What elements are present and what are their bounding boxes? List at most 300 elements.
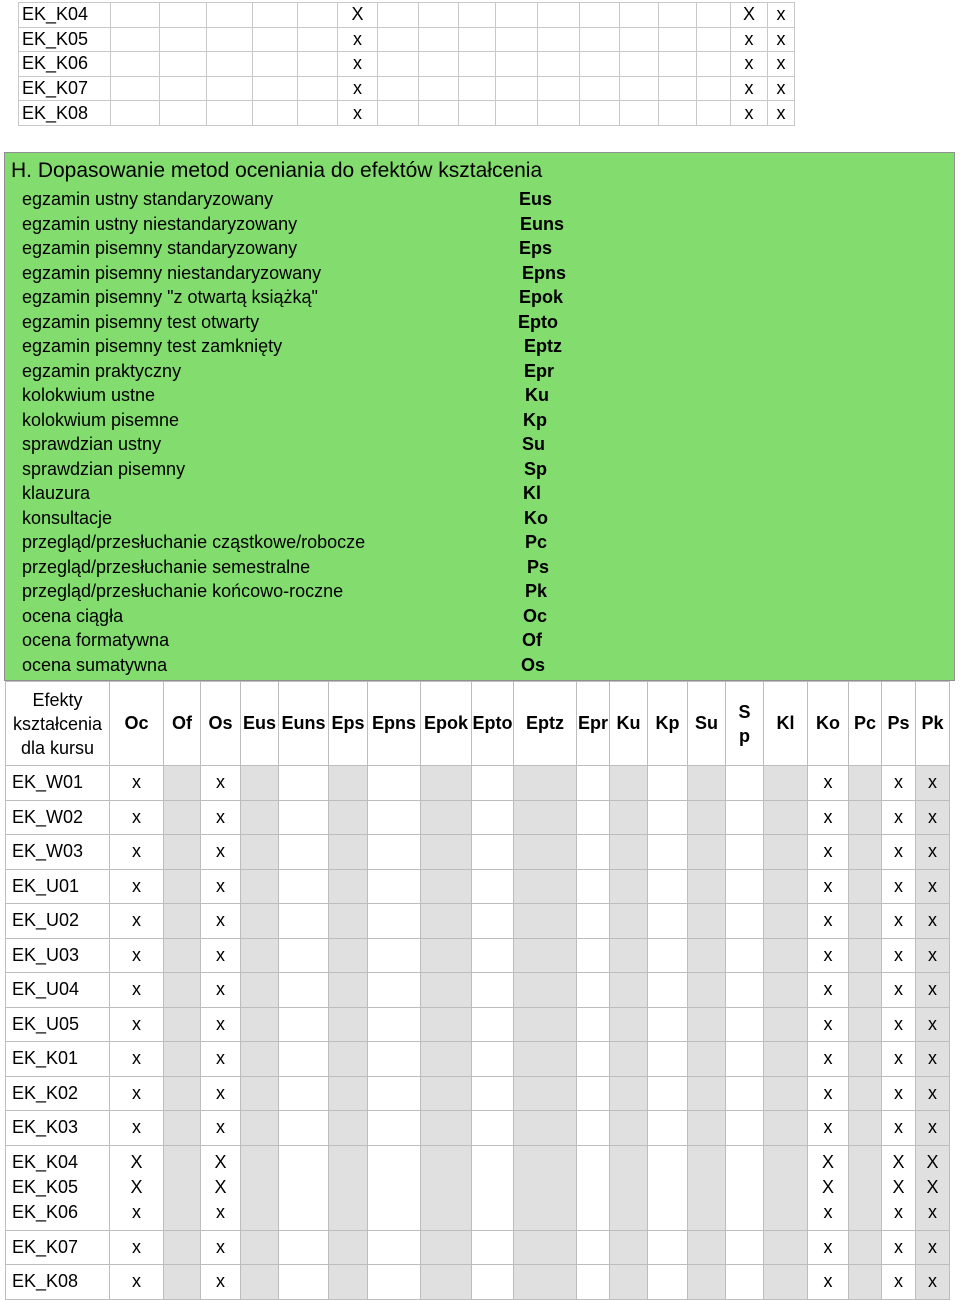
effect-code: EK_K06 bbox=[12, 1202, 79, 1222]
empty-cell bbox=[577, 1007, 610, 1042]
empty-cell bbox=[368, 1111, 421, 1146]
effect-code: EK_K08 bbox=[12, 1271, 79, 1292]
empty-cell bbox=[849, 800, 882, 835]
top-effects-table bbox=[18, 2, 795, 126]
empty-cell bbox=[279, 1265, 329, 1300]
effect-code: EK_K03 bbox=[12, 1117, 79, 1138]
empty-cell bbox=[241, 1076, 279, 1111]
empty-cell bbox=[697, 27, 731, 52]
method-abbr: Epns bbox=[522, 262, 567, 283]
mark: x bbox=[823, 1202, 833, 1222]
empty-cell bbox=[241, 1042, 279, 1077]
empty-cell bbox=[496, 76, 538, 101]
empty-cell bbox=[580, 101, 620, 126]
mark-cell: x bbox=[731, 27, 768, 52]
mark-cell bbox=[110, 1007, 164, 1042]
empty-cell bbox=[111, 27, 160, 52]
effect-code: EK_W03 bbox=[12, 841, 84, 862]
empty-cell bbox=[849, 938, 882, 973]
header-line: kształcenia bbox=[12, 713, 103, 734]
empty-cell bbox=[111, 52, 160, 77]
empty-cell bbox=[421, 938, 472, 973]
method-name: egzamin pisemny test zamknięty bbox=[22, 336, 283, 356]
empty-cell bbox=[726, 1265, 764, 1300]
empty-cell bbox=[207, 101, 253, 126]
matrix-column-header: Epr bbox=[577, 682, 610, 766]
empty-cell bbox=[610, 800, 648, 835]
mark-cell bbox=[882, 1111, 916, 1146]
empty-cell bbox=[577, 800, 610, 835]
method-abbr: Kp bbox=[523, 409, 547, 430]
method-abbr: Eps bbox=[519, 238, 553, 258]
table-row bbox=[6, 835, 950, 870]
empty-cell bbox=[764, 1076, 808, 1111]
empty-cell bbox=[160, 52, 207, 77]
empty-cell bbox=[577, 1145, 610, 1230]
empty-cell bbox=[849, 1111, 882, 1146]
mark-cell: x bbox=[768, 76, 795, 101]
empty-cell bbox=[688, 869, 726, 904]
empty-cell bbox=[472, 973, 514, 1008]
empty-cell bbox=[164, 869, 201, 904]
mark-cell bbox=[882, 1265, 916, 1300]
empty-cell bbox=[577, 1111, 610, 1146]
empty-cell bbox=[577, 1042, 610, 1077]
mark-cell bbox=[201, 1230, 241, 1265]
mark-cell: x bbox=[731, 76, 768, 101]
empty-cell bbox=[459, 27, 496, 52]
method-name: egzamin pisemny "z otwartą książką" bbox=[22, 287, 318, 307]
effect-code-cell: EK_K06 bbox=[19, 52, 111, 77]
empty-cell bbox=[421, 1042, 472, 1077]
empty-cell bbox=[111, 76, 160, 101]
empty-cell bbox=[279, 938, 329, 973]
empty-cell bbox=[726, 835, 764, 870]
mark: x bbox=[928, 944, 937, 965]
empty-cell bbox=[610, 904, 648, 939]
mark-cell bbox=[882, 904, 916, 939]
method-name: przegląd/przesłuchanie cząstkowe/robocze bbox=[22, 532, 366, 552]
mark: x bbox=[928, 772, 937, 793]
table-row bbox=[19, 27, 795, 52]
empty-cell bbox=[279, 1111, 329, 1146]
empty-cell bbox=[164, 938, 201, 973]
empty-cell bbox=[253, 76, 298, 101]
mark: x bbox=[894, 772, 903, 793]
method-abbr: Su bbox=[522, 434, 546, 454]
mark-cell bbox=[201, 1076, 241, 1111]
empty-cell bbox=[577, 904, 610, 939]
empty-cell bbox=[421, 1145, 472, 1230]
empty-cell bbox=[329, 869, 368, 904]
empty-cell bbox=[688, 800, 726, 835]
empty-cell bbox=[514, 1265, 577, 1300]
method-abbr: Ps bbox=[527, 556, 550, 577]
matrix-column-header: Epns bbox=[368, 682, 421, 766]
empty-cell bbox=[279, 800, 329, 835]
effect-code: EK_K05 bbox=[12, 1177, 79, 1197]
empty-cell bbox=[726, 904, 764, 939]
empty-cell bbox=[421, 1076, 472, 1111]
method-abbr: Ko bbox=[524, 507, 548, 528]
empty-cell bbox=[764, 1111, 808, 1146]
effect-code-cell bbox=[6, 1111, 110, 1146]
empty-cell bbox=[648, 1145, 688, 1230]
mark-cell: x bbox=[768, 52, 795, 77]
empty-cell bbox=[764, 1265, 808, 1300]
empty-cell bbox=[764, 800, 808, 835]
empty-cell bbox=[164, 973, 201, 1008]
matrix-column-header: Of bbox=[164, 682, 201, 766]
empty-cell bbox=[207, 52, 253, 77]
empty-cell bbox=[849, 1076, 882, 1111]
method-name: sprawdzian ustny bbox=[22, 434, 162, 454]
empty-cell bbox=[764, 766, 808, 801]
matrix-column-header: Kp bbox=[648, 682, 688, 766]
table-row bbox=[6, 1230, 950, 1265]
mark-cell: x bbox=[731, 52, 768, 77]
mark: x bbox=[132, 772, 141, 793]
empty-cell bbox=[688, 766, 726, 801]
empty-cell bbox=[726, 1145, 764, 1230]
mark: x bbox=[132, 1236, 141, 1257]
mark-cell bbox=[808, 1145, 849, 1230]
empty-cell bbox=[726, 938, 764, 973]
empty-cell bbox=[577, 938, 610, 973]
empty-cell bbox=[378, 101, 419, 126]
table-row bbox=[6, 1076, 950, 1111]
empty-cell bbox=[419, 27, 459, 52]
empty-cell bbox=[648, 904, 688, 939]
mark: x bbox=[928, 979, 937, 1000]
empty-cell bbox=[368, 1145, 421, 1230]
mark: x bbox=[216, 1117, 225, 1138]
matrix-column-header: Su bbox=[688, 682, 726, 766]
mark-cell bbox=[882, 766, 916, 801]
mark: X bbox=[821, 1177, 834, 1197]
empty-cell bbox=[849, 1042, 882, 1077]
matrix-column-header: Pc bbox=[849, 682, 882, 766]
mark: X bbox=[130, 1152, 143, 1172]
mark: x bbox=[928, 1117, 937, 1138]
mark-cell bbox=[808, 800, 849, 835]
empty-cell bbox=[580, 52, 620, 77]
empty-cell bbox=[697, 76, 731, 101]
empty-cell bbox=[279, 904, 329, 939]
effect-code-cell bbox=[6, 904, 110, 939]
mark-cell bbox=[882, 973, 916, 1008]
mark-cell bbox=[110, 938, 164, 973]
empty-cell bbox=[279, 1230, 329, 1265]
empty-cell bbox=[610, 938, 648, 973]
mark-cell bbox=[110, 835, 164, 870]
empty-cell bbox=[496, 52, 538, 77]
empty-cell bbox=[849, 1145, 882, 1230]
mark-cell bbox=[882, 835, 916, 870]
method-name: egzamin pisemny standaryzowany bbox=[22, 238, 298, 258]
empty-cell bbox=[421, 1111, 472, 1146]
mark-cell bbox=[808, 904, 849, 939]
empty-cell bbox=[496, 101, 538, 126]
table-row bbox=[6, 904, 950, 939]
mark: x bbox=[132, 1013, 141, 1034]
empty-cell bbox=[279, 835, 329, 870]
empty-cell bbox=[111, 101, 160, 126]
mark-cell bbox=[110, 973, 164, 1008]
mark: x bbox=[928, 1048, 937, 1069]
empty-cell bbox=[697, 52, 731, 77]
mark: x bbox=[894, 1202, 903, 1222]
mark-cell bbox=[808, 938, 849, 973]
header-line: Efekty bbox=[32, 689, 83, 710]
empty-cell bbox=[459, 76, 496, 101]
empty-cell bbox=[111, 3, 160, 28]
mark-cell bbox=[916, 1007, 950, 1042]
empty-cell bbox=[849, 1265, 882, 1300]
mark: x bbox=[928, 1271, 937, 1292]
mark-cell bbox=[808, 1111, 849, 1146]
empty-cell bbox=[514, 973, 577, 1008]
empty-cell bbox=[253, 52, 298, 77]
mark: x bbox=[894, 875, 903, 896]
empty-cell bbox=[253, 27, 298, 52]
empty-cell bbox=[514, 1111, 577, 1146]
empty-cell bbox=[329, 800, 368, 835]
empty-cell bbox=[849, 835, 882, 870]
empty-cell bbox=[472, 1076, 514, 1111]
effect-code-cell bbox=[6, 1042, 110, 1077]
empty-cell bbox=[421, 1007, 472, 1042]
table-row bbox=[6, 1042, 950, 1077]
empty-cell bbox=[580, 76, 620, 101]
mark-cell bbox=[201, 869, 241, 904]
empty-cell bbox=[764, 835, 808, 870]
mark-cell: x bbox=[338, 52, 378, 77]
mark: x bbox=[894, 1236, 903, 1257]
empty-cell bbox=[764, 938, 808, 973]
mark-cell bbox=[916, 1145, 950, 1230]
mark: x bbox=[132, 1082, 141, 1103]
mark-cell bbox=[882, 1007, 916, 1042]
mark: x bbox=[894, 910, 903, 931]
empty-cell bbox=[577, 1230, 610, 1265]
empty-cell bbox=[329, 1042, 368, 1077]
effect-code-cell: EK_K07 bbox=[19, 76, 111, 101]
empty-cell bbox=[764, 1042, 808, 1077]
mark: x bbox=[823, 1013, 833, 1034]
empty-cell bbox=[620, 52, 659, 77]
mark-cell bbox=[916, 904, 950, 939]
empty-cell bbox=[764, 1007, 808, 1042]
mark: x bbox=[216, 1048, 225, 1069]
empty-cell bbox=[298, 52, 338, 77]
mark-cell: x bbox=[338, 27, 378, 52]
method-name: przegląd/przesłuchanie końcowo-roczne bbox=[22, 581, 344, 601]
method-abbr: Ku bbox=[525, 385, 549, 405]
empty-cell bbox=[421, 869, 472, 904]
effect-code-cell bbox=[6, 1230, 110, 1265]
empty-cell bbox=[472, 938, 514, 973]
mark-cell bbox=[916, 1111, 950, 1146]
empty-cell bbox=[726, 1076, 764, 1111]
empty-cell bbox=[241, 904, 279, 939]
empty-cell bbox=[419, 76, 459, 101]
matrix-column-header: Kl bbox=[764, 682, 808, 766]
mark-cell bbox=[201, 1007, 241, 1042]
mark-cell bbox=[201, 766, 241, 801]
empty-cell bbox=[648, 1042, 688, 1077]
method-name: przegląd/przesłuchanie semestralne bbox=[22, 556, 311, 577]
mark-cell bbox=[110, 1111, 164, 1146]
empty-cell bbox=[620, 76, 659, 101]
mark: x bbox=[894, 979, 903, 1000]
mark-cell bbox=[201, 973, 241, 1008]
empty-cell bbox=[496, 3, 538, 28]
table-row bbox=[6, 1111, 950, 1146]
mark: X bbox=[130, 1177, 143, 1197]
mark: x bbox=[823, 1048, 833, 1069]
table-row bbox=[6, 1007, 950, 1042]
table-row bbox=[6, 869, 950, 904]
matrix-column-header: S p bbox=[726, 682, 764, 766]
mark-cell bbox=[110, 1265, 164, 1300]
mark-cell bbox=[916, 938, 950, 973]
empty-cell bbox=[459, 101, 496, 126]
empty-cell bbox=[577, 869, 610, 904]
mark-cell: x bbox=[731, 101, 768, 126]
effect-code-cell: EK_K08 bbox=[19, 101, 111, 126]
mark-cell bbox=[916, 973, 950, 1008]
effect-code-cell bbox=[6, 800, 110, 835]
mark-cell bbox=[110, 1145, 164, 1230]
mark: X bbox=[892, 1152, 905, 1172]
empty-cell bbox=[697, 3, 731, 28]
empty-cell bbox=[472, 835, 514, 870]
empty-cell bbox=[241, 973, 279, 1008]
mark: x bbox=[132, 1271, 141, 1292]
empty-cell bbox=[514, 904, 577, 939]
method-abbr: Pk bbox=[525, 581, 548, 601]
empty-cell bbox=[764, 869, 808, 904]
empty-cell bbox=[329, 938, 368, 973]
mark: x bbox=[132, 1117, 141, 1138]
mark-cell bbox=[201, 1265, 241, 1300]
mark: x bbox=[216, 1202, 225, 1222]
empty-cell bbox=[368, 1007, 421, 1042]
empty-cell bbox=[849, 1007, 882, 1042]
effect-code: EK_W02 bbox=[12, 806, 84, 827]
mark: x bbox=[216, 841, 225, 862]
method-abbr: Euns bbox=[520, 213, 565, 234]
empty-cell bbox=[368, 1042, 421, 1077]
table-row bbox=[19, 76, 795, 101]
table-row bbox=[19, 3, 795, 28]
empty-cell bbox=[298, 76, 338, 101]
effect-code-cell bbox=[6, 1265, 110, 1300]
empty-cell bbox=[368, 766, 421, 801]
mark: X bbox=[214, 1152, 227, 1172]
empty-cell bbox=[849, 869, 882, 904]
table-row bbox=[6, 766, 950, 801]
empty-cell bbox=[610, 766, 648, 801]
empty-cell bbox=[764, 1230, 808, 1265]
empty-cell bbox=[329, 835, 368, 870]
empty-cell bbox=[577, 835, 610, 870]
empty-cell bbox=[648, 1265, 688, 1300]
mark: x bbox=[216, 1013, 225, 1034]
empty-cell bbox=[648, 973, 688, 1008]
mark: x bbox=[216, 1271, 225, 1292]
mark: x bbox=[894, 1048, 903, 1069]
matrix-column-header: Epto bbox=[472, 682, 514, 766]
empty-cell bbox=[610, 1007, 648, 1042]
empty-cell bbox=[164, 1230, 201, 1265]
empty-cell bbox=[421, 766, 472, 801]
empty-cell bbox=[648, 800, 688, 835]
mark-cell bbox=[808, 869, 849, 904]
empty-cell bbox=[378, 3, 419, 28]
mark: X bbox=[214, 1177, 227, 1197]
method-abbr: Oc bbox=[523, 605, 548, 626]
empty-cell bbox=[659, 27, 697, 52]
empty-cell bbox=[241, 800, 279, 835]
empty-cell bbox=[472, 1111, 514, 1146]
matrix-column-header: Eus bbox=[241, 682, 279, 766]
empty-cell bbox=[378, 76, 419, 101]
empty-cell bbox=[726, 1007, 764, 1042]
mark-cell bbox=[808, 1007, 849, 1042]
assessment-methods-section bbox=[4, 152, 955, 681]
mark-cell bbox=[808, 1230, 849, 1265]
empty-cell bbox=[298, 101, 338, 126]
section-title: H. Dopasowanie metod oceniania do efektów kształcenia bbox=[11, 159, 543, 182]
empty-cell bbox=[368, 1230, 421, 1265]
empty-cell bbox=[241, 1145, 279, 1230]
mark-cell bbox=[882, 938, 916, 973]
effect-code: EK_U01 bbox=[12, 875, 80, 896]
mark-cell bbox=[916, 1230, 950, 1265]
mark: x bbox=[216, 875, 225, 896]
matrix-column-header: Ko bbox=[808, 682, 849, 766]
empty-cell bbox=[726, 973, 764, 1008]
empty-cell bbox=[329, 1111, 368, 1146]
effect-code-cell bbox=[6, 1145, 110, 1230]
empty-cell bbox=[472, 800, 514, 835]
empty-cell bbox=[688, 1042, 726, 1077]
matrix-column-header: Eptz bbox=[514, 682, 577, 766]
effect-code: EK_W01 bbox=[12, 772, 84, 793]
empty-cell bbox=[329, 973, 368, 1008]
mark: x bbox=[928, 806, 937, 827]
matrix-column-header: Euns bbox=[279, 682, 329, 766]
effect-code-cell bbox=[6, 766, 110, 801]
mark: x bbox=[216, 1236, 225, 1257]
empty-cell bbox=[688, 1265, 726, 1300]
empty-cell bbox=[514, 800, 577, 835]
method-name: egzamin ustny standaryzowany bbox=[22, 189, 274, 209]
mark: x bbox=[216, 944, 225, 965]
mark-cell bbox=[882, 869, 916, 904]
empty-cell bbox=[648, 1230, 688, 1265]
mark: x bbox=[823, 806, 833, 827]
empty-cell bbox=[577, 973, 610, 1008]
empty-cell bbox=[849, 766, 882, 801]
empty-cell bbox=[241, 1230, 279, 1265]
empty-cell bbox=[241, 1007, 279, 1042]
mark: x bbox=[823, 772, 833, 793]
mark: X bbox=[926, 1152, 939, 1172]
methods-matrix-table bbox=[5, 681, 950, 1300]
